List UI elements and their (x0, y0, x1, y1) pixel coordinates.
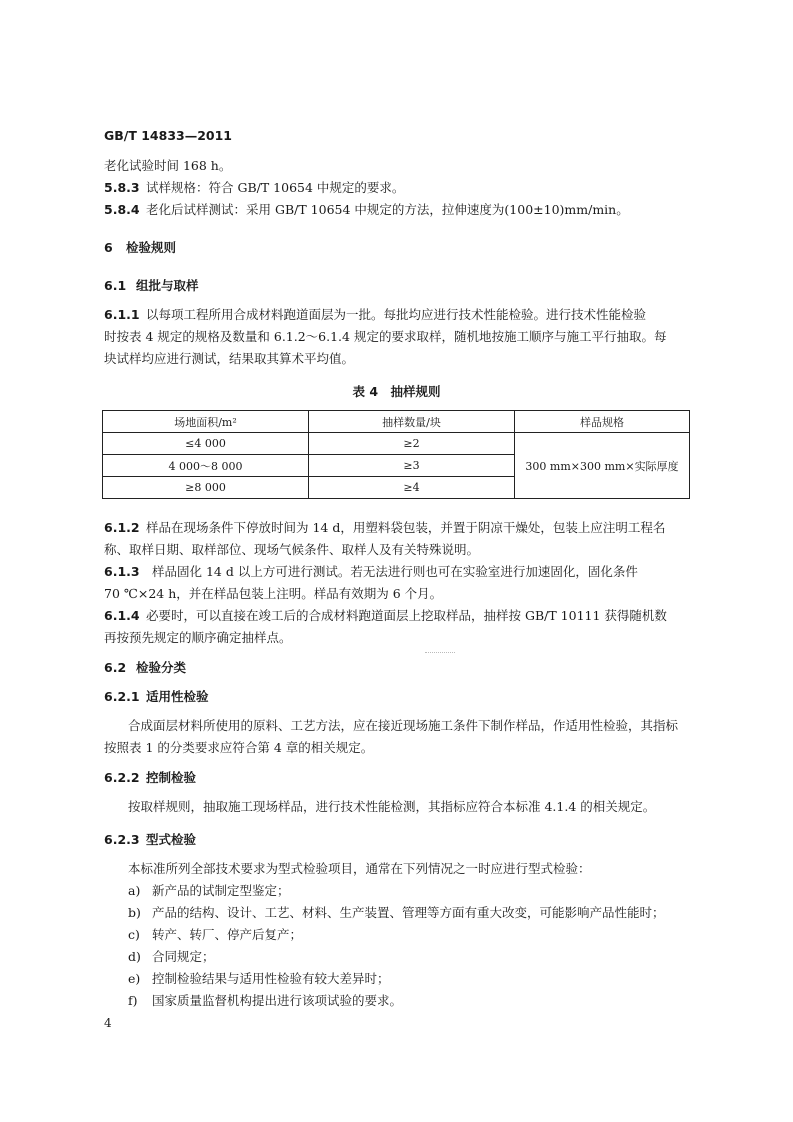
clause-6-1-1 (104, 307, 686, 323)
section-title: 组批与取样 (136, 278, 199, 293)
list-marker: c) (128, 927, 140, 942)
paragraph-line: 老化试验时间 168 h。 (104, 158, 232, 173)
clause-5-8-3 (104, 180, 404, 196)
section-title: 适用性检验 (146, 689, 209, 704)
clause-text: 以每项工程所用合成材料跑道面层为一批。每批均应进行技术性能检验。进行技术性能检验 (146, 307, 647, 322)
list-item (128, 993, 402, 1009)
clause-number: 5.8.3 (104, 180, 140, 195)
table-caption: 表 4 抽样规则 (352, 384, 441, 399)
clause-6-1-3 (104, 564, 638, 580)
clause-6-1-4 (104, 608, 667, 624)
section-number: 6 (104, 240, 113, 255)
paragraph-line: 按照表 1 的分类要求应符合第 4 章的相关规定。 (104, 740, 374, 755)
section-title: 检验分类 (136, 660, 187, 675)
table-cell: ≥8 000 (103, 477, 309, 499)
section-number: 6.1 (104, 278, 127, 293)
clause-number: 6.1.1 (104, 307, 140, 322)
section-6-heading (104, 240, 176, 256)
paragraph-line: 本标准所列全部技术要求为型式检验项目，通常在下列情况之一时应进行型式检验： (128, 861, 591, 876)
section-6-1-heading (104, 278, 199, 294)
list-marker: d) (128, 949, 141, 964)
list-item (128, 927, 302, 943)
list-item (128, 949, 215, 965)
page-number: 4 (104, 1016, 112, 1030)
sampling-rules-table (102, 410, 690, 499)
section-title: 型式检验 (146, 832, 197, 847)
table-cell-spec: 300 mm×300 mm×实际厚度 (515, 433, 690, 499)
clause-text: 必要时，可以直接在竣工后的合成材料跑道面层上挖取样品，抽样按 GB/T 10111 获得随机数 (146, 608, 667, 623)
clause-text: 试样规格：符合 GB/T 10654 中规定的要求。 (146, 180, 405, 195)
paragraph-line: 再按预先规定的顺序确定抽样点。 (104, 630, 292, 645)
column-header: 场地面积/m² (103, 411, 309, 433)
clause-text: 老化后试样测试：采用 GB/T 10654 中规定的方法，拉伸速度为(100±10)mm/min。 (146, 202, 629, 217)
column-header: 样品规格 (515, 411, 690, 433)
table-header-row (103, 411, 690, 433)
list-text: 合同规定； (152, 949, 215, 964)
clause-5-8-4 (104, 202, 629, 218)
list-item (128, 905, 665, 921)
list-marker: b) (128, 905, 141, 920)
section-6-2-2-heading (104, 770, 196, 786)
paragraph-line: 70 ℃×24 h，并在样品包装上注明。样品有效期为 6 个月。 (104, 586, 443, 601)
column-header: 抽样数量/块 (309, 411, 515, 433)
standard-header: GB/T 14833—2011 (104, 128, 233, 143)
section-title: 检验规则 (126, 240, 177, 255)
paragraph-line: 按取样规则，抽取施工现场样品，进行技术性能检测，其指标应符合本标准 4.1.4 的相关规定。 (128, 799, 656, 814)
clause-text: 样品固化 14 d 以上方可进行测试。若无法进行则也可在实验室进行加速固化，固化条件 (152, 564, 638, 579)
clause-6-1-2 (104, 520, 665, 536)
list-text: 产品的结构、设计、工艺、材料、生产装置、管理等方面有重大改变，可能影响产品性能时； (152, 905, 665, 920)
list-marker: a) (128, 883, 141, 898)
section-6-2-1-heading (104, 689, 209, 705)
list-item (128, 971, 390, 987)
scan-artifact (425, 652, 455, 653)
paragraph-line: 称、取样日期、取样部位、现场气候条件、取样人及有关特殊说明。 (104, 542, 480, 557)
clause-number: 6.1.4 (104, 608, 140, 623)
clause-number: 6.1.3 (104, 564, 140, 579)
section-number: 6.2 (104, 660, 127, 675)
table-cell: ≥3 (309, 455, 515, 477)
paragraph-line: 块试样均应进行测试，结果取其算术平均值。 (104, 351, 355, 366)
section-6-2-heading (104, 660, 186, 676)
list-text: 转产、转厂、停产后复产； (152, 927, 303, 942)
paragraph-line: 时按表 4 规定的规格及数量和 6.1.2～6.1.4 规定的要求取样，随机地按施工顺序与施工平行抽取。每 (104, 329, 667, 344)
list-marker: e) (128, 971, 141, 986)
section-number: 6.2.2 (104, 770, 140, 785)
section-6-2-3-heading (104, 832, 196, 848)
clause-text: 样品在现场条件下停放时间为 14 d，用塑料袋包装，并置于阴凉干燥处，包装上应注明工程名 (146, 520, 666, 535)
list-text: 新产品的试制定型鉴定； (152, 883, 290, 898)
section-number: 6.2.1 (104, 689, 140, 704)
list-item (128, 883, 290, 899)
table-cell: ≥4 (309, 477, 515, 499)
section-number: 6.2.3 (104, 832, 140, 847)
table-cell: ≤4 000 (103, 433, 309, 455)
clause-number: 5.8.4 (104, 202, 140, 217)
paragraph-line: 合成面层材料所使用的原料、工艺方法，应在接近现场施工条件下制作样品，作适用性检验，其指标 (128, 718, 679, 733)
table-cell: ≥2 (309, 433, 515, 455)
list-marker: f) (128, 993, 138, 1008)
table-row (103, 433, 690, 455)
clause-number: 6.1.2 (104, 520, 140, 535)
table-cell: 4 000～8 000 (103, 455, 309, 477)
list-text: 国家质量监督机构提出进行该项试验的要求。 (152, 993, 403, 1008)
section-title: 控制检验 (146, 770, 197, 785)
list-text: 控制检验结果与适用性检验有较大差异时； (152, 971, 390, 986)
